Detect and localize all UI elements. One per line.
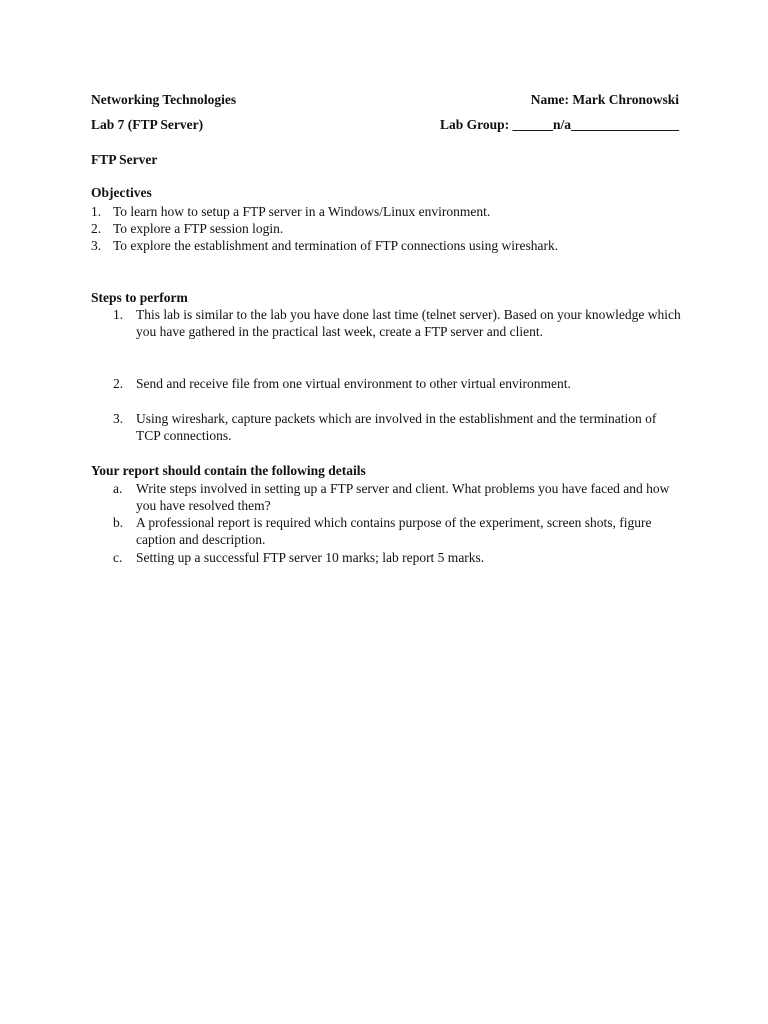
- list-number: 1.: [91, 204, 102, 219]
- report-heading: Your report should contain the following details: [91, 463, 366, 478]
- list-item: [91, 237, 691, 254]
- list-letter: a.: [113, 481, 123, 496]
- header-row-lab: [91, 116, 679, 133]
- objectives-list: [91, 203, 691, 254]
- lab-title: Lab 7 (FTP Server): [91, 117, 204, 132]
- objectives-heading: Objectives: [91, 185, 152, 200]
- list-text: Send and receive file from one virtual environment to other virtual environment.: [136, 376, 571, 391]
- student-name: Name: Mark Chronowski: [530, 92, 679, 107]
- list-item: [113, 306, 683, 340]
- list-text: A professional report is required which contains purpose of the experiment, screen shots, figure caption and description.: [136, 515, 652, 547]
- list-letter: b.: [113, 515, 124, 530]
- list-item: [113, 549, 683, 566]
- list-text: Write steps involved in setting up a FTP server and client. What problems you have faced and how you have resolved them?: [136, 481, 670, 513]
- list-number: 3.: [113, 411, 124, 426]
- list-item: [91, 203, 691, 220]
- list-number: 2.: [113, 376, 124, 391]
- list-text: To explore a FTP session login.: [113, 221, 284, 236]
- list-number: 1.: [113, 307, 124, 322]
- list-text: Using wireshark, capture packets which are involved in the establishment and the termination of TCP connections.: [136, 411, 657, 443]
- list-letter: c.: [113, 550, 123, 565]
- list-item: [113, 514, 683, 548]
- steps-heading: Steps to perform: [91, 290, 188, 305]
- list-item: [91, 220, 691, 237]
- list-text: This lab is similar to the lab you have done last time (telnet server). Based on your knowledge which you have gathered in the practical last week, create a FTP server and client.: [136, 307, 681, 339]
- document-title: FTP Server: [91, 152, 158, 167]
- list-item: [113, 375, 683, 392]
- lab-group: Lab Group: ______n/a________________: [439, 117, 679, 132]
- list-text: Setting up a successful FTP server 10 marks; lab report 5 marks.: [136, 550, 485, 565]
- course-name: Networking Technologies: [91, 92, 237, 107]
- list-item: [113, 410, 683, 444]
- list-text: To learn how to setup a FTP server in a Windows/Linux environment.: [113, 204, 491, 219]
- header-row-course: [91, 91, 679, 108]
- list-text: To explore the establishment and termination of FTP connections using wireshark.: [113, 238, 559, 253]
- list-number: 2.: [91, 221, 102, 236]
- list-number: 3.: [91, 238, 102, 253]
- list-item: [113, 480, 683, 514]
